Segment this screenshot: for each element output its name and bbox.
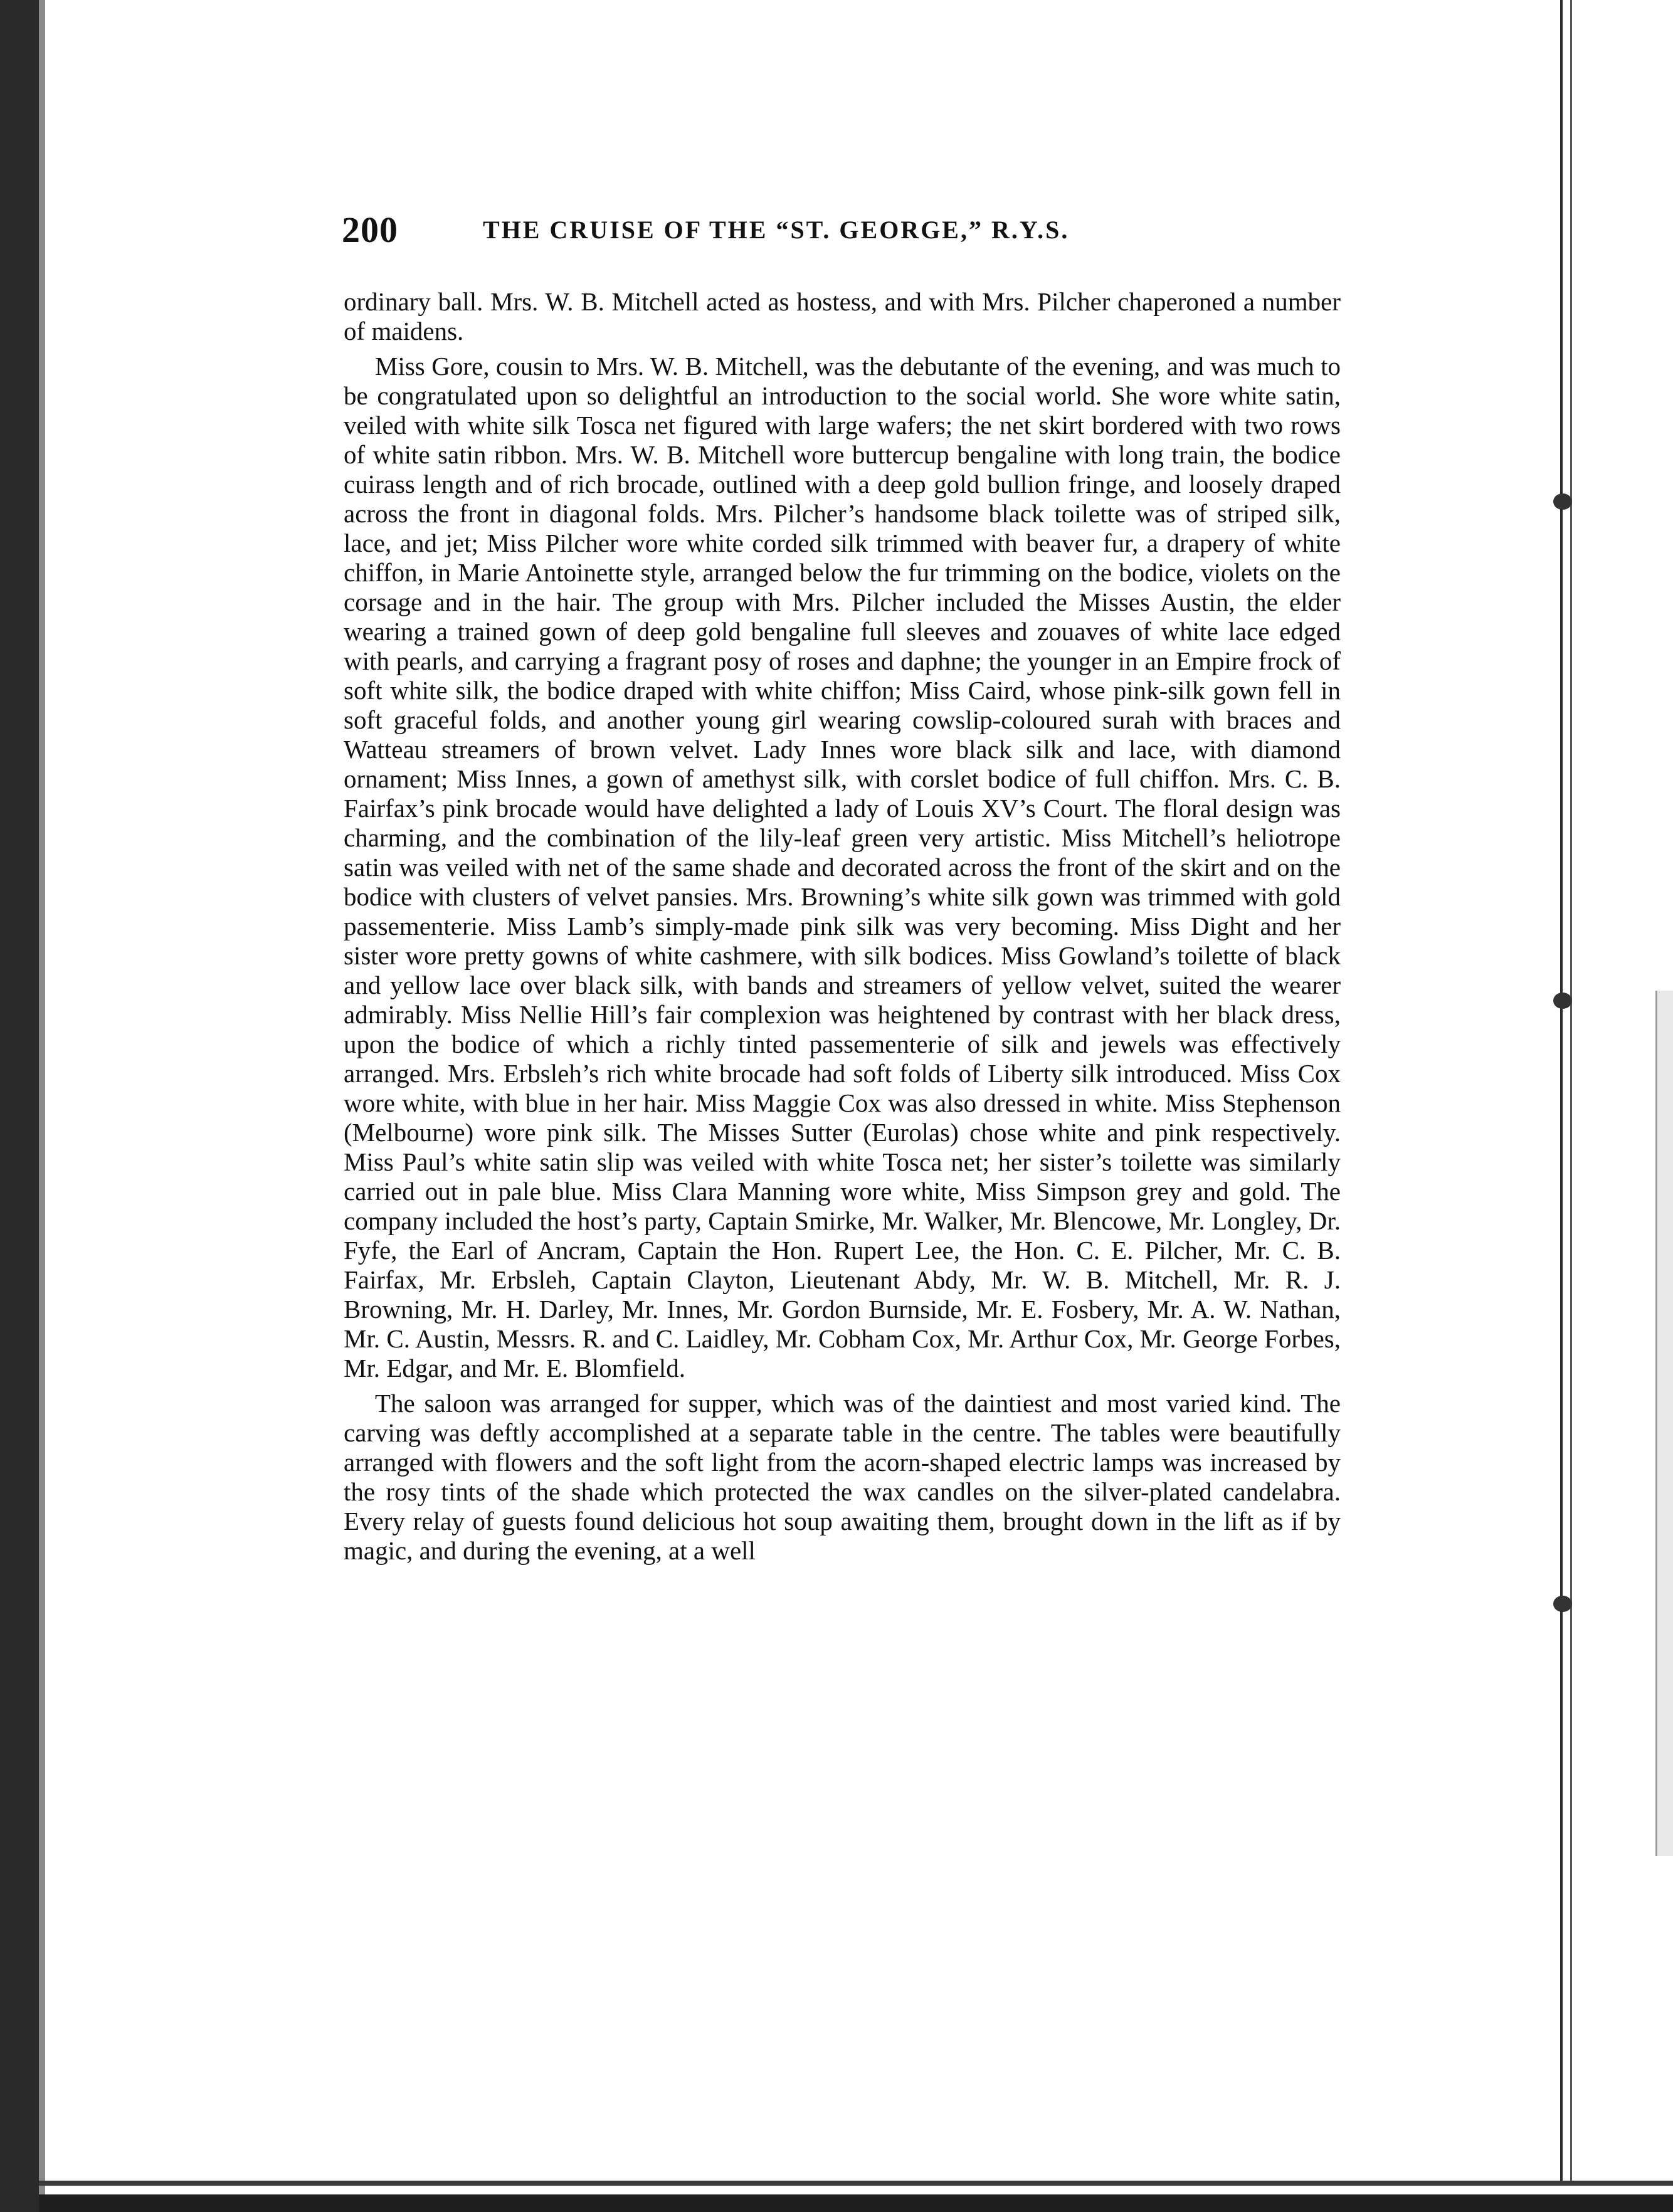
scan-frame-bottom-dark [39,2194,1673,2212]
page-header [342,209,1345,253]
running-title: THE CRUISE OF THE “ST. GEORGE,” R.Y.S. [483,216,1070,244]
page-number: 200 [342,209,398,250]
paragraph-ball-description: Miss Gore, cousin to Mrs. W. B. Mitchell, was the debutante of the evening, and was much to be congratulated upon so delightful an introduction to the social world. She wore white satin, veiled with white silk Tosca net figured with large wafers; the net skirt bordered with two rows of white satin ribbon. Mrs. W. B. Mitchell wore buttercup bengaline with long train, the bodice cuirass length and of rich brocade, outlined with a deep gold bullion fringe, and loosely draped across the front in diagonal folds. Mrs. Pilcher’s handsome black toilette was of striped silk, lace, and jet; Miss Pilcher wore white corded silk trimmed with beaver fur, a drapery of white chiffon, in Marie Antoinette style, arranged below the fur trimming on the bodice, violets on the corsage and in the hair. The group with Mrs. Pilcher included the Misses Austin, the elder wearing a trained gown of deep gold bengaline full sleeves and zouaves of white lace edged with pearls, and carrying a fragrant posy of roses and daphne; the younger in an Empire frock of soft white silk, the bodice draped with white chiffon; Miss Caird, whose pink-silk gown fell in soft graceful folds, and another young girl wearing cowslip-coloured surah with braces and Watteau streamers of brown velvet. Lady Innes wore black silk and lace, with diamond ornament; Miss Innes, a gown of amethyst silk, with corslet bodice of full chiffon. Mrs. C. B. Fairfax’s pink brocade would have delighted a lady of Louis XV’s Court. The floral design was charming, and the combination of the lily-leaf green very artistic. Miss Mitchell’s heliotrope satin was veiled with net of the same shade and decorated across the front of the skirt and on the bodice with clusters of velvet pansies. Mrs. Browning’s white silk gown was trimmed with gold passementerie. Miss Lamb’s simply-made pink silk was very becoming. Miss Dight and her sister wore pretty gowns of white cashmere, with silk bodices. Miss Gowland’s toilette of black and yellow lace over black silk, with bands and streamers of yellow velvet, suited the wearer admirably. Miss Nellie Hill’s fair complexion was heightened by contrast with her black dress, upon the bodice of which a richly tinted passementerie of silk and jewels was effectively arranged. Mrs. Erbsleh’s rich white brocade had soft folds of Liberty silk introduced. Miss Cox wore white, with blue in her hair. Miss Maggie Cox was also dressed in white. Miss Stephenson (Melbourne) wore pink silk. The Misses Sutter (Eurolas) chose white and pink respectively. Miss Paul’s white satin slip was veiled with white Tosca net; her sister’s toilette was similarly carried out in pale blue. Miss Clara Manning wore white, Miss Simpson grey and gold. The company included the host’s party, Captain Smirke, Mr. Walker, Mr. Blencowe, Mr. Longley, Dr. Fyfe, the Earl of Ancram, Captain the Hon. Rupert Lee, the Hon. C. E. Pilcher, Mr. C. B. Fairfax, Mr. Erbsleh, Captain Clayton, Lieutenant Abdy, Mr. W. B. Mitchell, Mr. R. J. Browning, Mr. H. Darley, Mr. Innes, Mr. Gordon Burnside, Mr. E. Fosbery, Mr. A. W. Nathan, Mr. C. Austin, Messrs. R. and C. Laidley, Mr. Cobham Cox, Mr. Arthur Cox, Mr. George Forbes, Mr. Edgar, and Mr. E. Blomfield. [344,352,1341,1382]
scan-frame-bottom [39,2181,1673,2186]
scan-frame-rule [1560,0,1563,2181]
scan-adjacent-page-strip [1655,991,1673,1856]
paragraph-continuation: ordinary ball. Mrs. W. B. Mitchell acted as hostess, and with Mrs. Pilcher chaperoned a number of maidens. [344,287,1341,345]
binding-thread-knot [1553,1596,1572,1612]
body-text [344,287,1341,1571]
binding-thread-knot [1553,493,1572,510]
paragraph-supper: The saloon was arranged for supper, which was of the daintiest and most varied kind. The carving was deftly accomplished at a separate table in the centre. The tables were beautifully arranged with flowers and the soft light from the acorn-shaped electric lamps was increased by the rosy tints of the shade which protected the wax candles on the silver-plated candelabra. Every relay of guests found delicious hot soup awaiting them, brought down in the lift as if by magic, and during the evening, at a well [344,1389,1341,1565]
scan-binding-edge [0,0,39,2212]
binding-thread-knot [1553,993,1572,1009]
scan-frame-rule-secondary [1570,0,1572,2181]
scan-binding-shadow [39,0,45,2212]
